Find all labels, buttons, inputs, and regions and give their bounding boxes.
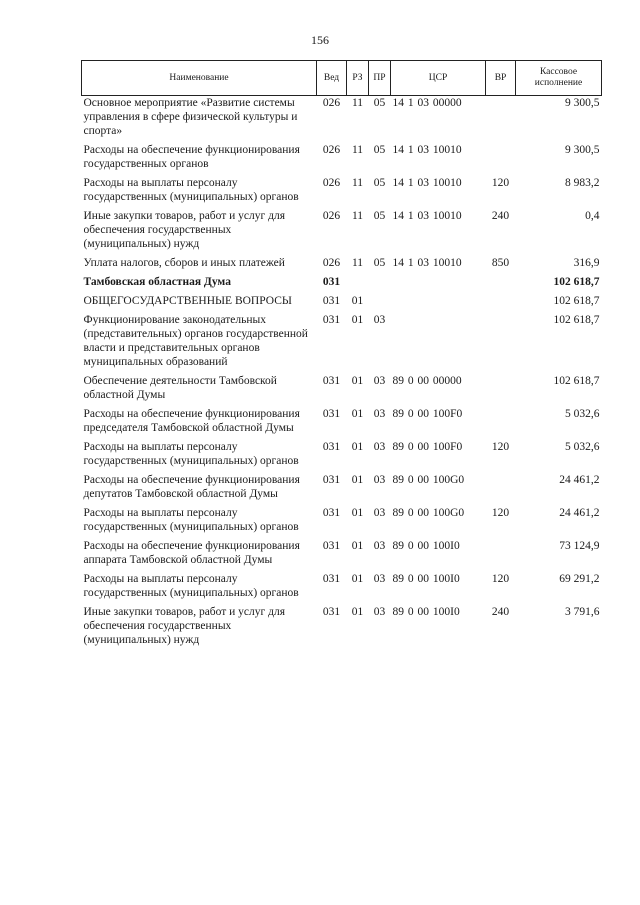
header-ved: Вед (317, 61, 347, 96)
cell-csr: 14 1 03 10010 (392, 210, 462, 222)
table-row (82, 96, 602, 144)
cell-rz: 01 (351, 606, 364, 618)
cell-vr (486, 313, 516, 374)
header-amount: Кассовое исполнение (516, 61, 602, 96)
table-row (82, 440, 602, 473)
cell-rz: 01 (351, 314, 364, 326)
cell-vr (486, 294, 516, 313)
cell-amount: 102 618,7 (553, 295, 600, 307)
cell-ved: 026 (322, 177, 341, 189)
cell-vr: 240 (491, 606, 510, 618)
cell-name: Расходы на обеспечение функционирования председателя Тамбовской областной Думы (83, 408, 300, 434)
cell-name: Расходы на выплаты персоналу государственных (муниципальных) органов (83, 177, 299, 203)
cell-rz: 01 (351, 441, 364, 453)
header-vr: ВР (486, 61, 516, 96)
cell-ved: 031 (322, 314, 341, 326)
table-row (82, 407, 602, 440)
cell-pr: 03 (373, 375, 386, 387)
cell-rz: 01 (351, 573, 364, 585)
cell-rz: 11 (351, 144, 364, 156)
cell-pr (369, 275, 391, 294)
cell-rz: 01 (351, 375, 364, 387)
cell-ved: 031 (322, 606, 341, 618)
cell-vr: 120 (491, 507, 510, 519)
cell-ved: 031 (322, 295, 341, 307)
cell-name: Расходы на обеспечение функционирования депутатов Тамбовской областной Думы (83, 474, 300, 500)
cell-rz: 01 (351, 474, 364, 486)
cell-name: Тамбовская областная Дума (83, 276, 231, 288)
cell-pr: 05 (373, 97, 386, 109)
table-row (82, 313, 602, 374)
cell-amount: 316,9 (573, 257, 600, 269)
cell-amount: 73 124,9 (559, 540, 600, 552)
cell-vr (486, 143, 516, 176)
budget-table (81, 60, 602, 652)
cell-csr: 14 1 03 10010 (392, 177, 462, 189)
cell-amount: 3 791,6 (565, 606, 600, 618)
cell-pr: 03 (373, 408, 386, 420)
table-row (82, 539, 602, 572)
cell-csr: 89 0 00 00000 (392, 375, 462, 387)
cell-name: Расходы на выплаты персоналу государственных (муниципальных) органов (83, 441, 299, 467)
cell-vr (486, 539, 516, 572)
cell-rz: 11 (351, 177, 364, 189)
cell-amount: 8 983,2 (565, 177, 600, 189)
cell-rz: 01 (351, 507, 364, 519)
table-row (82, 275, 602, 294)
cell-name: Расходы на выплаты персоналу государственных (муниципальных) органов (83, 573, 299, 599)
cell-rz (347, 275, 369, 294)
cell-amount: 69 291,2 (559, 573, 600, 585)
cell-vr: 120 (491, 441, 510, 453)
cell-pr: 03 (373, 507, 386, 519)
cell-ved: 031 (322, 375, 341, 387)
cell-vr: 240 (491, 210, 510, 222)
cell-ved: 031 (322, 441, 341, 453)
cell-csr: 14 1 03 10010 (392, 144, 462, 156)
cell-ved: 026 (322, 144, 341, 156)
cell-name: Обеспечение деятельности Тамбовской областной Думы (83, 375, 277, 401)
cell-csr: 89 0 00 100G0 (392, 474, 465, 486)
cell-name: ОБЩЕГОСУДАРСТВЕННЫЕ ВОПРОСЫ (83, 295, 292, 307)
cell-ved: 026 (322, 210, 341, 222)
cell-csr: 89 0 00 100F0 (392, 441, 463, 453)
cell-pr: 03 (373, 573, 386, 585)
cell-amount: 102 618,7 (553, 276, 600, 288)
cell-ved: 026 (322, 257, 341, 269)
cell-vr (486, 407, 516, 440)
cell-ved: 031 (322, 507, 341, 519)
table-row (82, 294, 602, 313)
cell-name: Функционирование законодательных (представительных) органов государственной власти и представительных органов муниципальных образований (83, 314, 308, 368)
cell-rz: 11 (351, 210, 364, 222)
cell-pr: 03 (373, 474, 386, 486)
cell-ved: 031 (322, 408, 341, 420)
cell-csr: 89 0 00 100G0 (392, 507, 465, 519)
cell-csr: 14 1 03 10010 (392, 257, 462, 269)
cell-name: Иные закупки товаров, работ и услуг для обеспечения государственных (муниципальных) нужд (83, 606, 285, 646)
cell-amount: 5 032,6 (565, 408, 600, 420)
cell-name: Иные закупки товаров, работ и услуг для обеспечения государственных (муниципальных) нужд (83, 210, 285, 250)
cell-pr: 05 (373, 210, 386, 222)
cell-pr: 05 (373, 257, 386, 269)
table-body (82, 96, 602, 653)
cell-rz: 11 (351, 257, 364, 269)
cell-csr: 89 0 00 100I0 (392, 606, 460, 618)
cell-vr (486, 275, 516, 294)
cell-csr: 89 0 00 100I0 (392, 573, 460, 585)
cell-amount: 0,4 (585, 210, 600, 222)
cell-name: Расходы на обеспечение функционирования государственных органов (83, 144, 300, 170)
cell-pr: 05 (373, 177, 386, 189)
table-row (82, 572, 602, 605)
cell-ved: 026 (322, 97, 341, 109)
cell-amount: 102 618,7 (553, 314, 600, 326)
cell-ved: 031 (322, 540, 341, 552)
header-csr: ЦСР (391, 61, 486, 96)
cell-csr (391, 275, 486, 294)
cell-ved: 031 (322, 276, 341, 288)
cell-rz: 01 (351, 295, 364, 307)
cell-name: Уплата налогов, сборов и иных платежей (83, 257, 285, 269)
cell-amount: 9 300,5 (565, 144, 600, 156)
cell-pr (369, 294, 391, 313)
table-row (82, 176, 602, 209)
cell-pr: 05 (373, 144, 386, 156)
cell-amount: 24 461,2 (559, 474, 600, 486)
cell-vr: 120 (491, 177, 510, 189)
header-pr: ПР (369, 61, 391, 96)
cell-rz: 01 (351, 408, 364, 420)
cell-vr (486, 96, 516, 144)
table-row (82, 473, 602, 506)
cell-pr: 03 (373, 314, 386, 326)
cell-csr: 89 0 00 100F0 (392, 408, 463, 420)
cell-csr (391, 313, 486, 374)
cell-name: Основное мероприятие «Развитие системы управления в сфере физической культуры и спорта» (83, 97, 298, 137)
cell-amount: 9 300,5 (565, 97, 600, 109)
cell-name: Расходы на обеспечение функционирования аппарата Тамбовской областной Думы (83, 540, 300, 566)
cell-amount: 24 461,2 (559, 507, 600, 519)
table-row (82, 143, 602, 176)
header-name: Наименование (82, 61, 317, 96)
cell-csr: 14 1 03 00000 (392, 97, 462, 109)
header-rz: РЗ (347, 61, 369, 96)
cell-rz: 01 (351, 540, 364, 552)
cell-ved: 031 (322, 573, 341, 585)
cell-vr: 850 (491, 257, 510, 269)
table-row (82, 256, 602, 275)
cell-pr: 03 (373, 540, 386, 552)
table-row (82, 506, 602, 539)
page-number: 156 (311, 33, 329, 47)
cell-pr: 03 (373, 606, 386, 618)
cell-name: Расходы на выплаты персоналу государственных (муниципальных) органов (83, 507, 299, 533)
cell-vr (486, 473, 516, 506)
table-row (82, 605, 602, 652)
cell-amount: 102 618,7 (553, 375, 600, 387)
cell-ved: 031 (322, 474, 341, 486)
cell-amount: 5 032,6 (565, 441, 600, 453)
cell-rz: 11 (351, 97, 364, 109)
table-header-row (82, 61, 602, 96)
table-row (82, 374, 602, 407)
cell-vr: 120 (491, 573, 510, 585)
table-row (82, 209, 602, 256)
cell-csr: 89 0 00 100I0 (392, 540, 460, 552)
cell-pr: 03 (373, 441, 386, 453)
cell-vr (486, 374, 516, 407)
cell-csr (391, 294, 486, 313)
